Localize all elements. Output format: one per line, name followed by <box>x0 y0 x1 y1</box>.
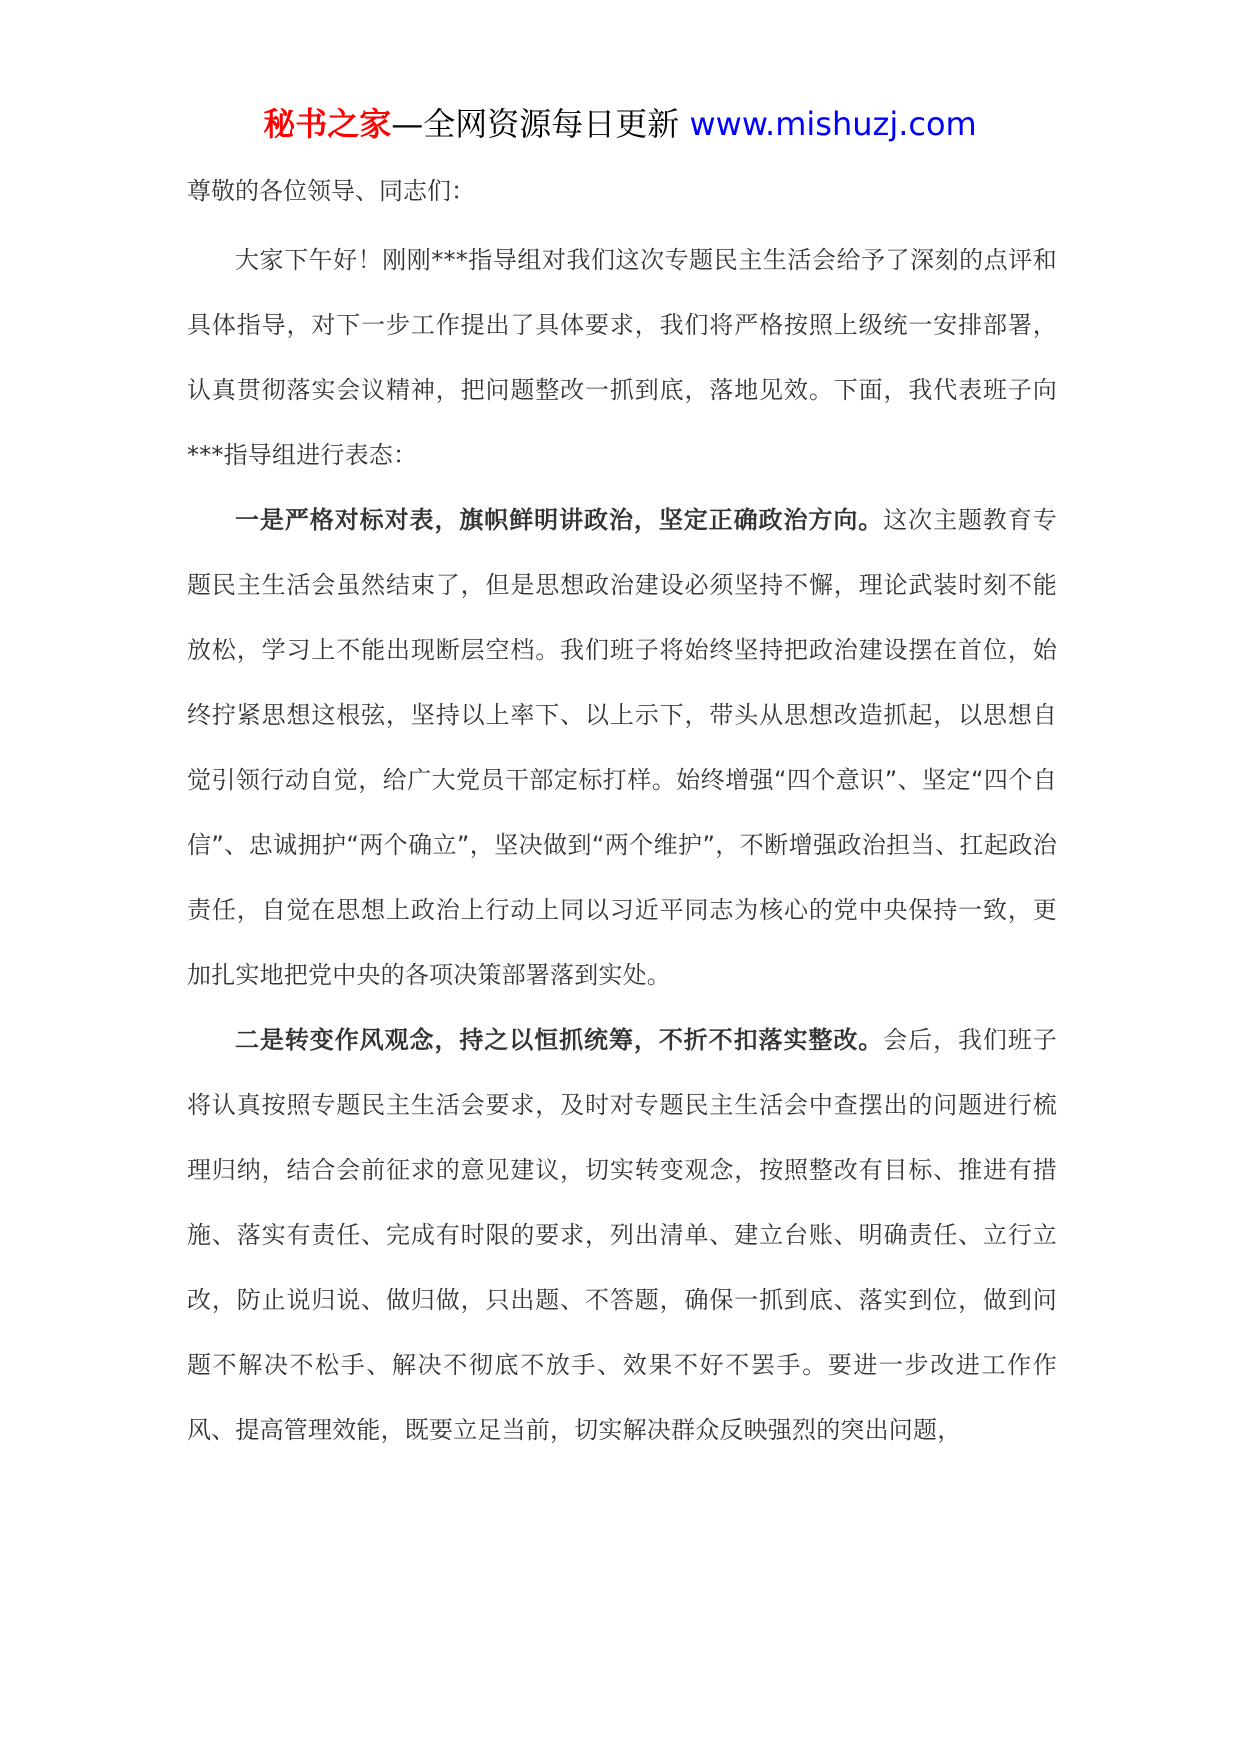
document-body <box>187 164 1057 1463</box>
paragraph-point-two <box>187 1008 1057 1463</box>
paragraph-lead: 一是严格对标对表，旗帜鲜明讲政治，坚定正确政治方向。 <box>235 506 884 534</box>
site-url-link[interactable]: www.mishuzj.com <box>689 105 977 143</box>
paragraph-text: 会后，我们班子将认真按照专题民主生活会要求，及时对专题民主生活会中查摆出的问题进行梳理归纳，结合会前征求的意见建议，切实转变观念，按照整改有目标、推进有措施、落实有责任、完成有时限的要求，列出清单、建立台账、明确责任、立行立改，防止说归说、做归做，只出题、不答题，确保一抓到底、落实到位，做到问题不解决不松手、解决不彻底不放手、效果不好不罢手。要进一步改进工作作风、提高管理效能，既要立足当前，切实解决群众反映强烈的突出问题， <box>187 1026 1057 1444</box>
salutation: 尊敬的各位领导、同志们： <box>187 177 475 205</box>
paragraph-text: 大家下午好！刚刚***指导组对我们这次专题民主生活会给予了深刻的点评和具体指导，对下一步工作提出了具体要求，我们将严格按照上级统一安排部署，认真贯彻落实会议精神，把问题整改一抓到底，落地见效。下面，我代表班子向***指导组进行表态： <box>187 246 1057 469</box>
site-tagline: —全网资源每日更新 <box>391 105 690 143</box>
paragraph-point-one <box>187 488 1057 1008</box>
paragraph-lead: 二是转变作风观念，持之以恒抓统筹，不折不扣落实整改。 <box>235 1026 884 1054</box>
paragraph-text: 这次主题教育专题民主生活会虽然结束了，但是思想政治建设必须坚持不懈，理论武装时刻不能放松，学习上不能出现断层空档。我们班子将始终坚持把政治建设摆在首位，始终拧紧思想这根弦，坚持以上率下、以上示下，带头从思想改造抓起，以思想自觉引领行动自觉，给广大党员干部定标打样。始终增强“四个意识”、坚定“四个自信”、忠诚拥护“两个确立”，坚决做到“两个维护”，不断增强政治担当、扛起政治责任，自觉在思想上政治上行动上同以习近平同志为核心的党中央保持一致，更加扎实地把党中央的各项决策部署落到实处。 <box>187 506 1057 989</box>
site-brand: 秘书之家 <box>263 105 392 143</box>
site-header <box>0 100 1240 148</box>
paragraph-opening <box>187 228 1057 488</box>
